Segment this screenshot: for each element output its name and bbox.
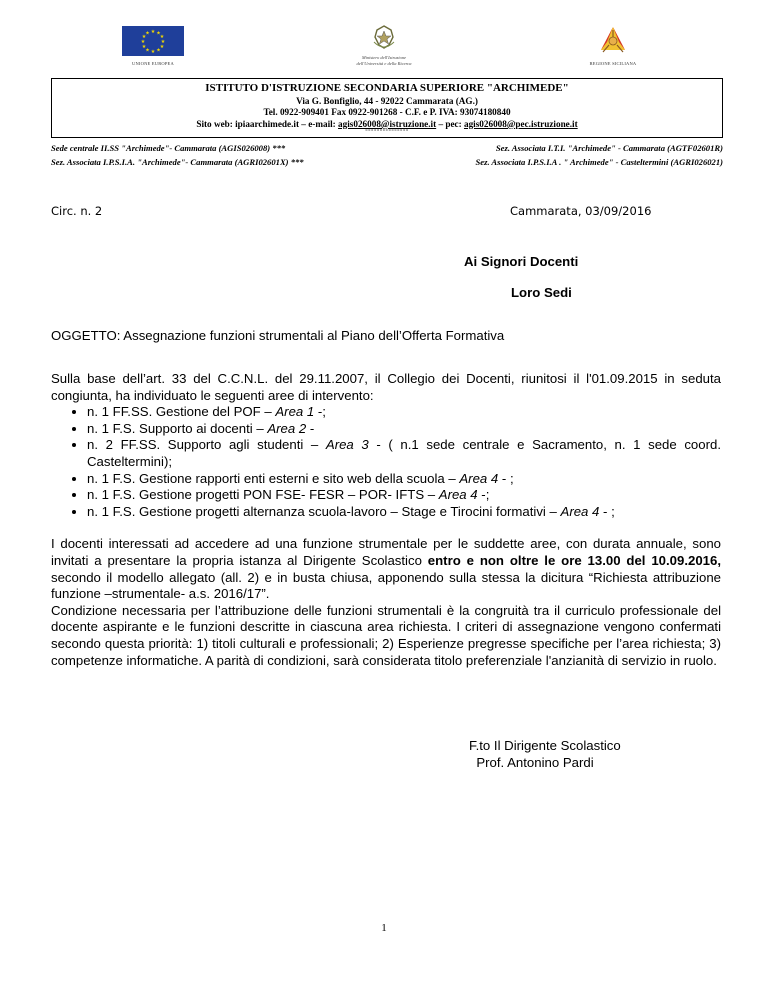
criteria-paragraph: Condizione necessaria per l’attribuzione delle funzioni strumentali è la congruità tra il curriculo professionale del docente aspirante e le funzioni descritte in ciascuna area richiesta. I criteri di assegnazione vengono confermati secondo questa priorità: 1) titoli culturali e professionali; 2) Esperienze pregresse specifiche per l’area richiesta; 3) competenze informatiche. A parità di condizioni, sarà considerata titolo preferenziale l'anzianità di servizio in ruolo. <box>51 602 721 668</box>
branch-ipsia-cammarata: Sez. Associata I.P.S.I.A. "Archimede"- Cammarata (AGRI02601X) *** <box>51 157 304 167</box>
letter-body <box>51 371 721 669</box>
sicily-region-logo <box>578 24 648 66</box>
recipient-teachers: Ai Signori Docenti <box>464 254 579 269</box>
emblem-icon <box>369 24 399 50</box>
signature-name: Prof. Antonino Pardi <box>469 755 594 770</box>
institute-address: Via G. Bonfiglio, 44 - 92022 Cammarata (AG.) <box>296 95 478 106</box>
institute-title: ISTITUTO D'ISTRUZIONE SECONDARIA SUPERIORE "ARCHIMEDE" <box>205 82 569 94</box>
branch-row-2 <box>51 155 723 169</box>
institute-phone: Tel. 0922-909401 Fax 0922-901268 - C.F. e P. IVA: 93074180840 <box>263 107 511 118</box>
letterhead-box <box>51 78 723 138</box>
eu-flag-logo <box>118 26 188 66</box>
svg-text:★: ★ <box>140 39 146 45</box>
svg-text:★: ★ <box>141 44 147 50</box>
application-paragraph: I docenti interessati ad accedere ad una funzione strumentale per le suddette aree, con durata annuale, sono invitati a presentare la propria istanza al Dirigente Scolastico entro e non oltre le ore 13.00 del 10.09.2016, secondo il modello allegato (all. 2) e in busta chiusa, apponendo sulla stessa la dicitura “Richiesta attribuzione funzione –strumentale- a.s. 2016/17”. <box>51 536 721 602</box>
svg-text:★: ★ <box>159 34 165 40</box>
sicily-caption: REGIONE SICILIANA <box>589 61 637 66</box>
page-number: 1 <box>381 922 387 934</box>
svg-text:★: ★ <box>141 34 147 40</box>
list-item: • n. 2 FF.SS. Supporto agli studenti – Area 3 - ( n.1 sede centrale e Sacramento, n. 1 sede coord. Casteltermini); <box>87 437 721 470</box>
circular-number: Circ. n. 2 <box>51 204 103 218</box>
divider-dots: °°°°°°°°°°°°°°° <box>365 129 409 136</box>
list-item: • n. 1 FF.SS. Gestione del POF – Area 1 -; <box>87 404 721 421</box>
signature-block <box>469 737 621 771</box>
branch-row-1 <box>51 141 723 155</box>
list-item: • n. 1 F.S. Supporto ai docenti – Area 2 - <box>87 421 721 438</box>
svg-text:★: ★ <box>159 44 165 50</box>
trinacria-icon <box>597 24 629 56</box>
recipient-offices: Loro Sedi <box>511 285 572 300</box>
italian-republic-emblem: Ministero dell'Istruzione dell'Università e della Ricerca <box>351 24 417 67</box>
pec-prefix: – pec: <box>436 118 464 129</box>
eu-flag-icon <box>122 26 184 56</box>
signature-role: F.to Il Dirigente Scolastico <box>469 738 621 753</box>
svg-text:★: ★ <box>145 47 150 54</box>
areas-list <box>51 404 721 520</box>
svg-text:★: ★ <box>156 30 161 37</box>
svg-text:★: ★ <box>160 39 166 45</box>
svg-text:★: ★ <box>150 49 156 55</box>
list-item: • n. 1 F.S. Gestione progetti alternanza scuola-lavoro – Stage e Tirocini formativi – Area 4 - ; <box>87 504 721 521</box>
branch-main: Sede centrale II.SS "Archimede"- Cammarata (AGIS026008) *** <box>51 143 286 153</box>
eu-caption: UNIONE EUROPEA <box>132 61 174 66</box>
branch-iti: Sez. Associata I.T.I. "Archimede" - Cammarata (AGTF02601R) <box>495 143 723 153</box>
deadline-text: entro e non oltre le ore 13.00 del 10.09.2016, <box>427 552 721 568</box>
pec-link[interactable]: agis026008@pec.istruzione.it <box>463 118 578 129</box>
list-item: • n. 1 F.S. Gestione progetti PON FSE- FESR – POR- IFTS – Area 4 -; <box>87 487 721 504</box>
subject-line: OGGETTO: Assegnazione funzioni strumentali al Piano dell’Offerta Formativa <box>51 328 505 343</box>
branch-list <box>51 141 723 169</box>
intro-paragraph: Sulla base dell’art. 33 del C.C.N.L. del 29.11.2007, il Collegio dei Docenti, riunitosi il l'01.09.2015 in seduta congiunta, ha individuato le seguenti aree di intervento: <box>51 371 721 403</box>
email-link[interactable]: agis026008@istruzione.it <box>338 118 437 129</box>
svg-text:★: ★ <box>145 30 150 37</box>
svg-text:★: ★ <box>156 47 161 54</box>
document-date: Cammarata, 03/09/2016 <box>510 204 652 218</box>
list-item: • n. 1 F.S. Gestione rapporti enti esterni e sito web della scuola – Area 4 - ; <box>87 471 721 488</box>
branch-ipsia-casteltermini: Sez. Associata I.P.S.I.A . " Archimede" - Casteltermini (AGRI026021) <box>475 157 723 167</box>
svg-text:★: ★ <box>150 29 156 35</box>
web-prefix: Sito web: ipiaarchimede.it – e-mail: <box>196 118 339 129</box>
